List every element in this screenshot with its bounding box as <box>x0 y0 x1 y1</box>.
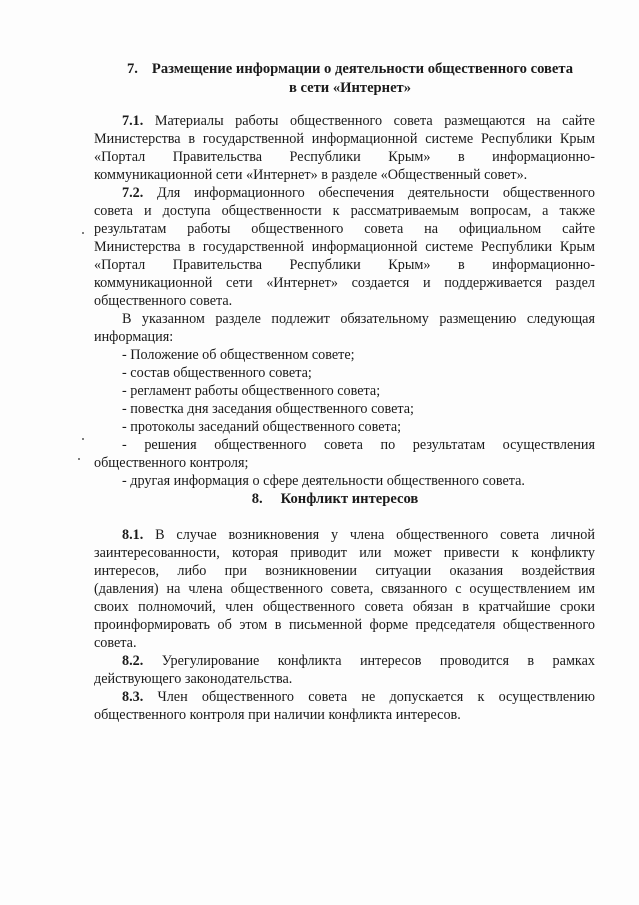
scan-speck <box>82 438 84 440</box>
list-item: - состав общественного совета; <box>122 365 312 381</box>
list-item: - решения общественного совета по результатам осуществления <box>122 437 595 453</box>
list-item: - Положение об общественном совете; <box>122 347 355 363</box>
list-item: - протоколы заседаний общественного совета; <box>122 419 402 435</box>
paragraph-7-2-line: «Портал Правительства Республики Крым» в информационно- <box>94 257 595 273</box>
paragraph-8-3-text: Член общественного совета не допускается к осуществлению <box>143 689 595 705</box>
clause-number-7-1: 7.1. <box>122 113 144 129</box>
paragraph-7-2-line: общественного совета. <box>94 293 233 309</box>
paragraph-8-2-line: действующего законодательства. <box>94 671 293 687</box>
clause-number-8-3: 8.3. <box>122 689 144 705</box>
list-item-continuation: общественного контроля; <box>94 455 249 471</box>
paragraph-7-2-line: результатам работы общественного совета на официальном сайте <box>94 221 595 237</box>
paragraph-7-2b-line: В указанном разделе подлежит обязательному размещению следующая <box>122 311 595 327</box>
paragraph-7-2-line: Министерства в государственной информационной системе Республики Крым <box>94 239 595 255</box>
section-7-title-text: Размещение информации о деятельности общественного совета <box>151 61 574 77</box>
paragraph-7-2b-line: информация: <box>94 329 174 345</box>
section-7-title-line1 <box>110 60 590 79</box>
paragraph-7-1-line: Министерства в государственной информационной системе Республики Крым <box>94 131 595 147</box>
clause-number-7-2: 7.2. <box>122 185 144 201</box>
paragraph-8-1-line: (давления) на члена общественного совета, связанного с осуществлением им <box>94 581 595 597</box>
paragraph-7-1-text: Материалы работы общественного совета размещаются на сайте <box>143 113 595 129</box>
paragraph-8-2-text: Урегулирование конфликта интересов проводится в рамках <box>143 653 595 669</box>
section-8-number: 8. <box>251 491 263 507</box>
clause-number-8-2: 8.2. <box>122 653 144 669</box>
paragraph-8-1-line: своих полномочий, член общественного совета обязан в кратчайшие сроки <box>94 599 595 615</box>
clause-number-8-1: 8.1. <box>122 527 144 543</box>
paragraph-8-3-line <box>122 688 595 706</box>
paragraph-8-1-line <box>122 526 595 544</box>
paragraph-7-2-line: коммуникационной сети «Интернет» создается и поддерживается раздел <box>94 275 595 291</box>
list-item: - другая информация о сфере деятельности общественного совета. <box>122 473 525 489</box>
list-item: - повестка дня заседания общественного совета; <box>122 401 414 417</box>
section-8-heading <box>100 490 570 509</box>
section-7-heading <box>110 60 590 98</box>
paragraph-8-3-line: общественного контроля при наличии конфликта интересов. <box>94 707 461 723</box>
paragraph-8-1-line: совета. <box>94 635 137 651</box>
paragraph-7-1-line: коммуникационной сети «Интернет» в разделе «Общественный совет». <box>94 167 528 183</box>
paragraph-8-1-line: заинтересованности, которая приводит или может привести к конфликту <box>94 545 595 561</box>
paragraph-7-2-text: Для информационного обеспечения деятельности общественного <box>143 185 595 201</box>
scan-speck <box>82 232 84 234</box>
section-7-number: 7. <box>126 61 138 77</box>
paragraph-8-2-line <box>122 652 595 670</box>
paragraph-8-1-line: интересов, либо при возникновении ситуации оказания воздействия <box>94 563 595 579</box>
paragraph-7-2-line <box>122 184 595 202</box>
list-item: - регламент работы общественного совета; <box>122 383 381 399</box>
paragraph-8-1-text: В случае возникновения у члена общественного совета личной <box>143 527 595 543</box>
scan-speck <box>78 458 80 460</box>
paragraph-7-1-line: «Портал Правительства Республики Крым» в информационно- <box>94 149 595 165</box>
paragraph-8-1-line: проинформировать об этом в письменной форме председателя общественного <box>94 617 595 633</box>
paragraph-7-1-line <box>122 112 595 130</box>
paragraph-7-2-line: совета и доступа общественности к рассматриваемым вопросам, а также <box>94 203 595 219</box>
section-8-title: Конфликт интересов <box>280 491 419 507</box>
section-7-title-line2: в сети «Интернет» <box>288 80 412 96</box>
